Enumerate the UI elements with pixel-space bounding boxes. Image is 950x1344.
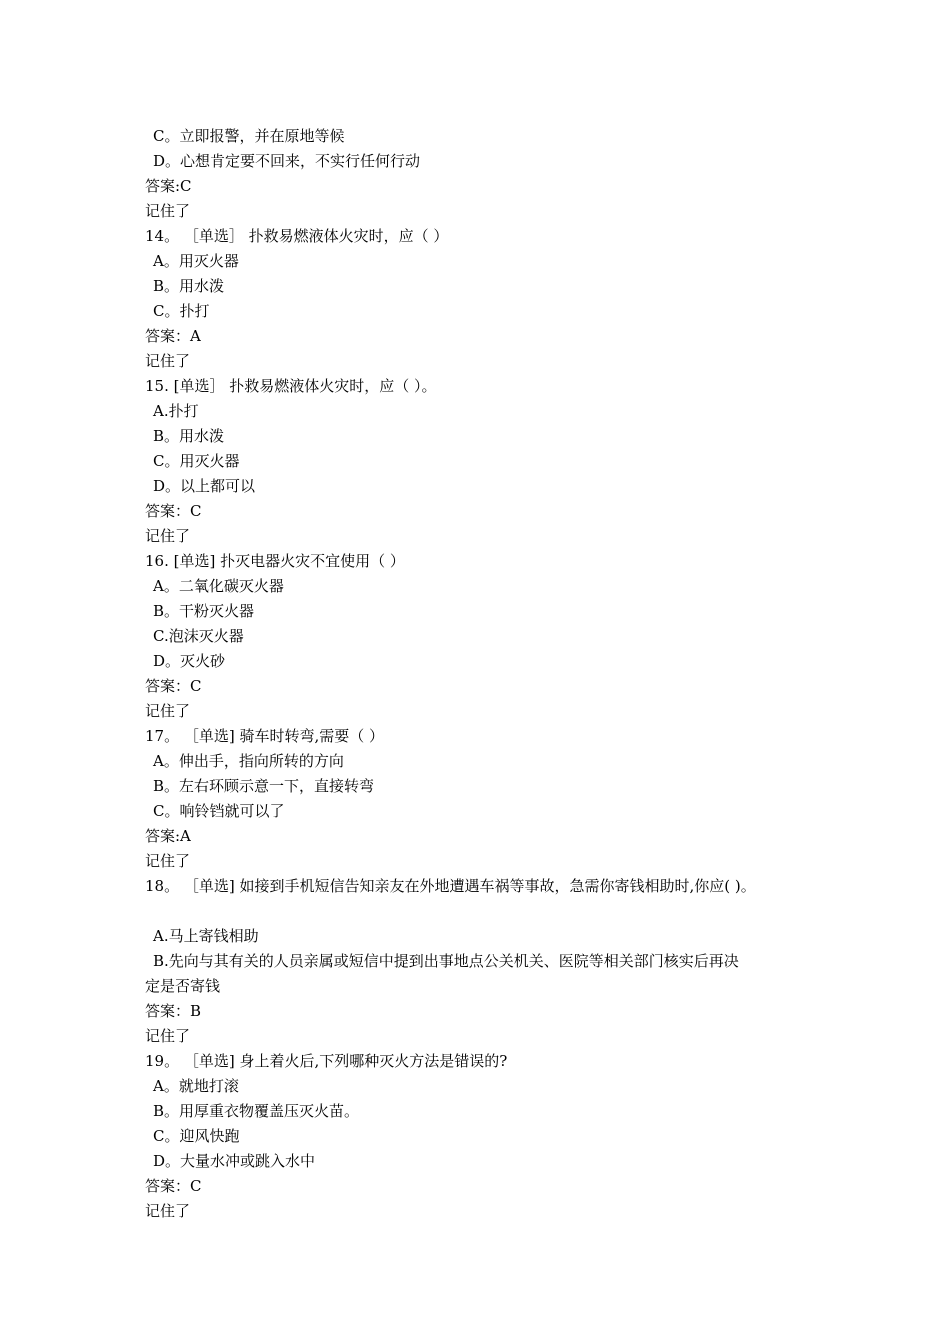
text-line: 记住了 bbox=[145, 702, 191, 720]
text-line: 记住了 bbox=[145, 1202, 191, 1220]
text-line: 答案:A bbox=[145, 827, 191, 845]
option-line: C。响铃铛就可以了 bbox=[153, 802, 285, 820]
text-line: 18。 ［单选] 如接到手机短信告知亲友在外地遭遇车祸等事故，急需你寄钱相助时,你应( )。 bbox=[145, 877, 756, 895]
option-line: B。用水泼 bbox=[153, 277, 225, 295]
option-line: A。用灭火器 bbox=[153, 252, 239, 270]
text-line: 记住了 bbox=[145, 1027, 191, 1045]
option-line: D。大量水冲或跳入水中 bbox=[153, 1152, 316, 1170]
option-line: B.先向与其有关的人员亲属或短信中提到出事地点公关机关、医院等相关部门核实后再决 bbox=[153, 952, 739, 970]
text-line: 答案：C bbox=[145, 502, 202, 520]
text-line: 答案:C bbox=[145, 177, 192, 195]
option-line: A。就地打滚 bbox=[153, 1077, 239, 1095]
option-line: B。干粉灭火器 bbox=[153, 602, 255, 620]
text-line: 记住了 bbox=[145, 202, 191, 220]
text-line: 答案：B bbox=[145, 1002, 202, 1020]
document-body bbox=[145, 124, 845, 1224]
text-line: 14。 ［单选］ 扑救易燃液体火灾时，应（ ） bbox=[145, 227, 449, 245]
option-line: A。二氧化碳灭火器 bbox=[153, 577, 284, 595]
text-line: 答案：A bbox=[145, 327, 201, 345]
option-line: A。伸出手，指向所转的方向 bbox=[153, 752, 344, 770]
option-line: C.泡沫灭火器 bbox=[153, 627, 244, 645]
option-line: A.扑打 bbox=[153, 402, 199, 420]
text-line: 记住了 bbox=[145, 527, 191, 545]
text-line: 16. [单选] 扑灭电器火灾不宜使用（ ） bbox=[145, 552, 405, 570]
text-line: 记住了 bbox=[145, 352, 191, 370]
text-line: 15. [单选］ 扑救易燃液体火灾时，应（ ）。 bbox=[145, 377, 437, 395]
text-line: 答案：C bbox=[145, 1177, 202, 1195]
option-line: C。用灭火器 bbox=[153, 452, 240, 470]
option-line: B。用水泼 bbox=[153, 427, 225, 445]
text-line: 记住了 bbox=[145, 852, 191, 870]
option-line: B。用厚重衣物覆盖压灭火苗。 bbox=[153, 1102, 360, 1120]
option-line: C。立即报警，并在原地等候 bbox=[153, 127, 345, 145]
option-line: D。以上都可以 bbox=[153, 477, 256, 495]
text-line: 答案：C bbox=[145, 677, 202, 695]
option-line: A.马上寄钱相助 bbox=[153, 927, 259, 945]
option-line: D。灭火砂 bbox=[153, 652, 226, 670]
option-line: D。心想肯定要不回来，不实行任何行动 bbox=[153, 152, 421, 170]
text-line: 定是否寄钱 bbox=[145, 977, 221, 995]
option-line: B。左右环顾示意一下，直接转弯 bbox=[153, 777, 375, 795]
text-line: 19。 ［单选] 身上着火后,下列哪种灭火方法是错误的? bbox=[145, 1052, 508, 1070]
option-line: C。迎风快跑 bbox=[153, 1127, 240, 1145]
text-line: 17。 ［单选] 骑车时转弯,需要（ ） bbox=[145, 727, 385, 745]
option-line: C。扑打 bbox=[153, 302, 210, 320]
